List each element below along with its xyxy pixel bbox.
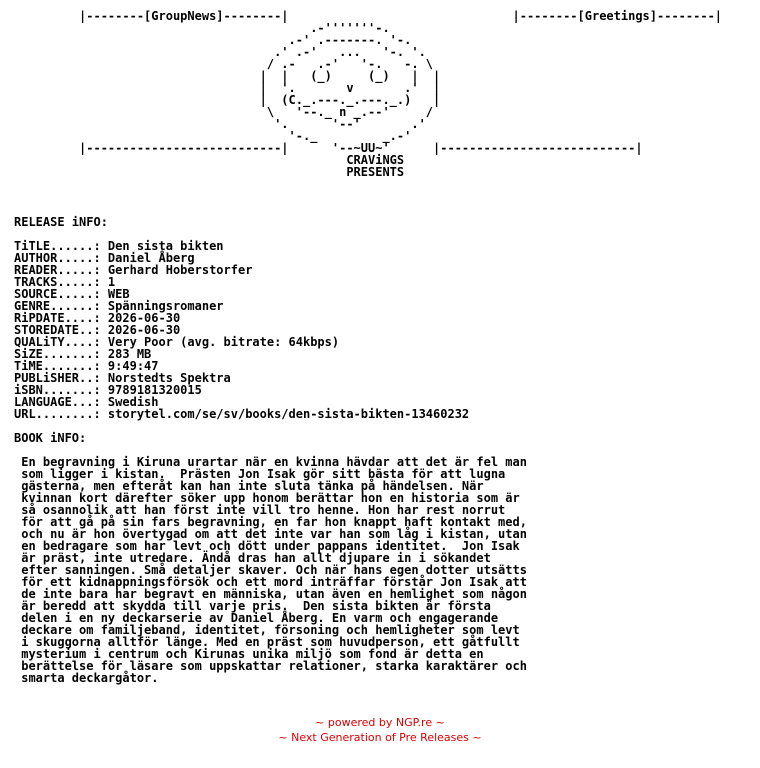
release-fields: TiTLE......: Den sista bikten AUTHOR.....: Daniel Åberg READER.....: Gerhard Hoberstorfer TRACKS.....: 1 SOURCE.....: WEB GENRE......: Spänningsromaner RiPDATE....: 2026-06-30 STOREDATE..: 2026-06-30 QUALiTY....: Very Poor (avg. bitrate: 64kbps) SiZE.......: 283 MB TiME.......: 9:49:47 PUBLiSHER..: Norstedts Spektra iSBN.......: 9789181320015 LANGUAGE...: Swedish URL........: storytel.com/se/sv/books/den-sista-bikten-13460232	[14, 239, 470, 421]
release-info-heading: RELEASE iNFO:	[14, 215, 108, 229]
footer-powered-by: ~ powered by NGP.re ~	[315, 716, 445, 729]
ascii-art-header: |--------[GroupNews]--------| |--------[Greetings]--------| .-'''''''-. .-' .-------. '-. .' .-' ... '-. '. / .- .-' '-. -. \ | | (_) (_) | | | '. v .' | | (C._.---._.---._.) | \ '--._ n _.--' / '. '--' .' '-._ _.-' |---------------------------| '--~UU~' |---------------------------| CRAViNGS PRESENTS	[79, 9, 723, 179]
book-description: En begravning i Kiruna urartar när en kvinna hävdar att det är fel man som ligger i kistan. Prästen Jon Isak gör sitt bästa för att lugna gästerna, men efteråt kan han inte sluta tänka på händelsen. När kvinnan kort därefter söker upp honom berättar hon en historia som är så osannolik att han först inte vill tro henne. Hon har rest norrut för att gå på sin fars begravning, en far hon knappt haft kontakt med, och nu är hon övertygad om att det inte var han som låg i kistan, utan en bedragare som har levt och dött under pappans identitet. Jon Isak är präst, inte utredare. Ändå dras han allt djupare in i sökandet efter sanningen. Små detaljer skaver. Och när hans egen dotter utsätts för ett kidnappningsförsök och ett mord inträffar förstår Jon Isak att de inte bara har begravt en människa, utan även en hemlighet som någon är beredd att skydda till varje pris. Den sista bikten är första delen i en ny deckarserie av Daniel Åberg. En varm och engagerande deckare om familjeband, identitet, försoning och hemligheter som levt i skuggorna alltför länge. Med en präst som huvudperson, ett gåtfullt mysterium i centrum och Kirunas unika miljö som fond är detta en berättelse för läsare som uppskattar relationer, starka karaktärer och smarta deckargåtor.	[21, 455, 527, 685]
book-info-heading: BOOK iNFO:	[14, 431, 87, 445]
release-info-block	[14, 216, 527, 684]
footer-tagline: ~ Next Generation of Pre Releases ~	[278, 731, 482, 744]
